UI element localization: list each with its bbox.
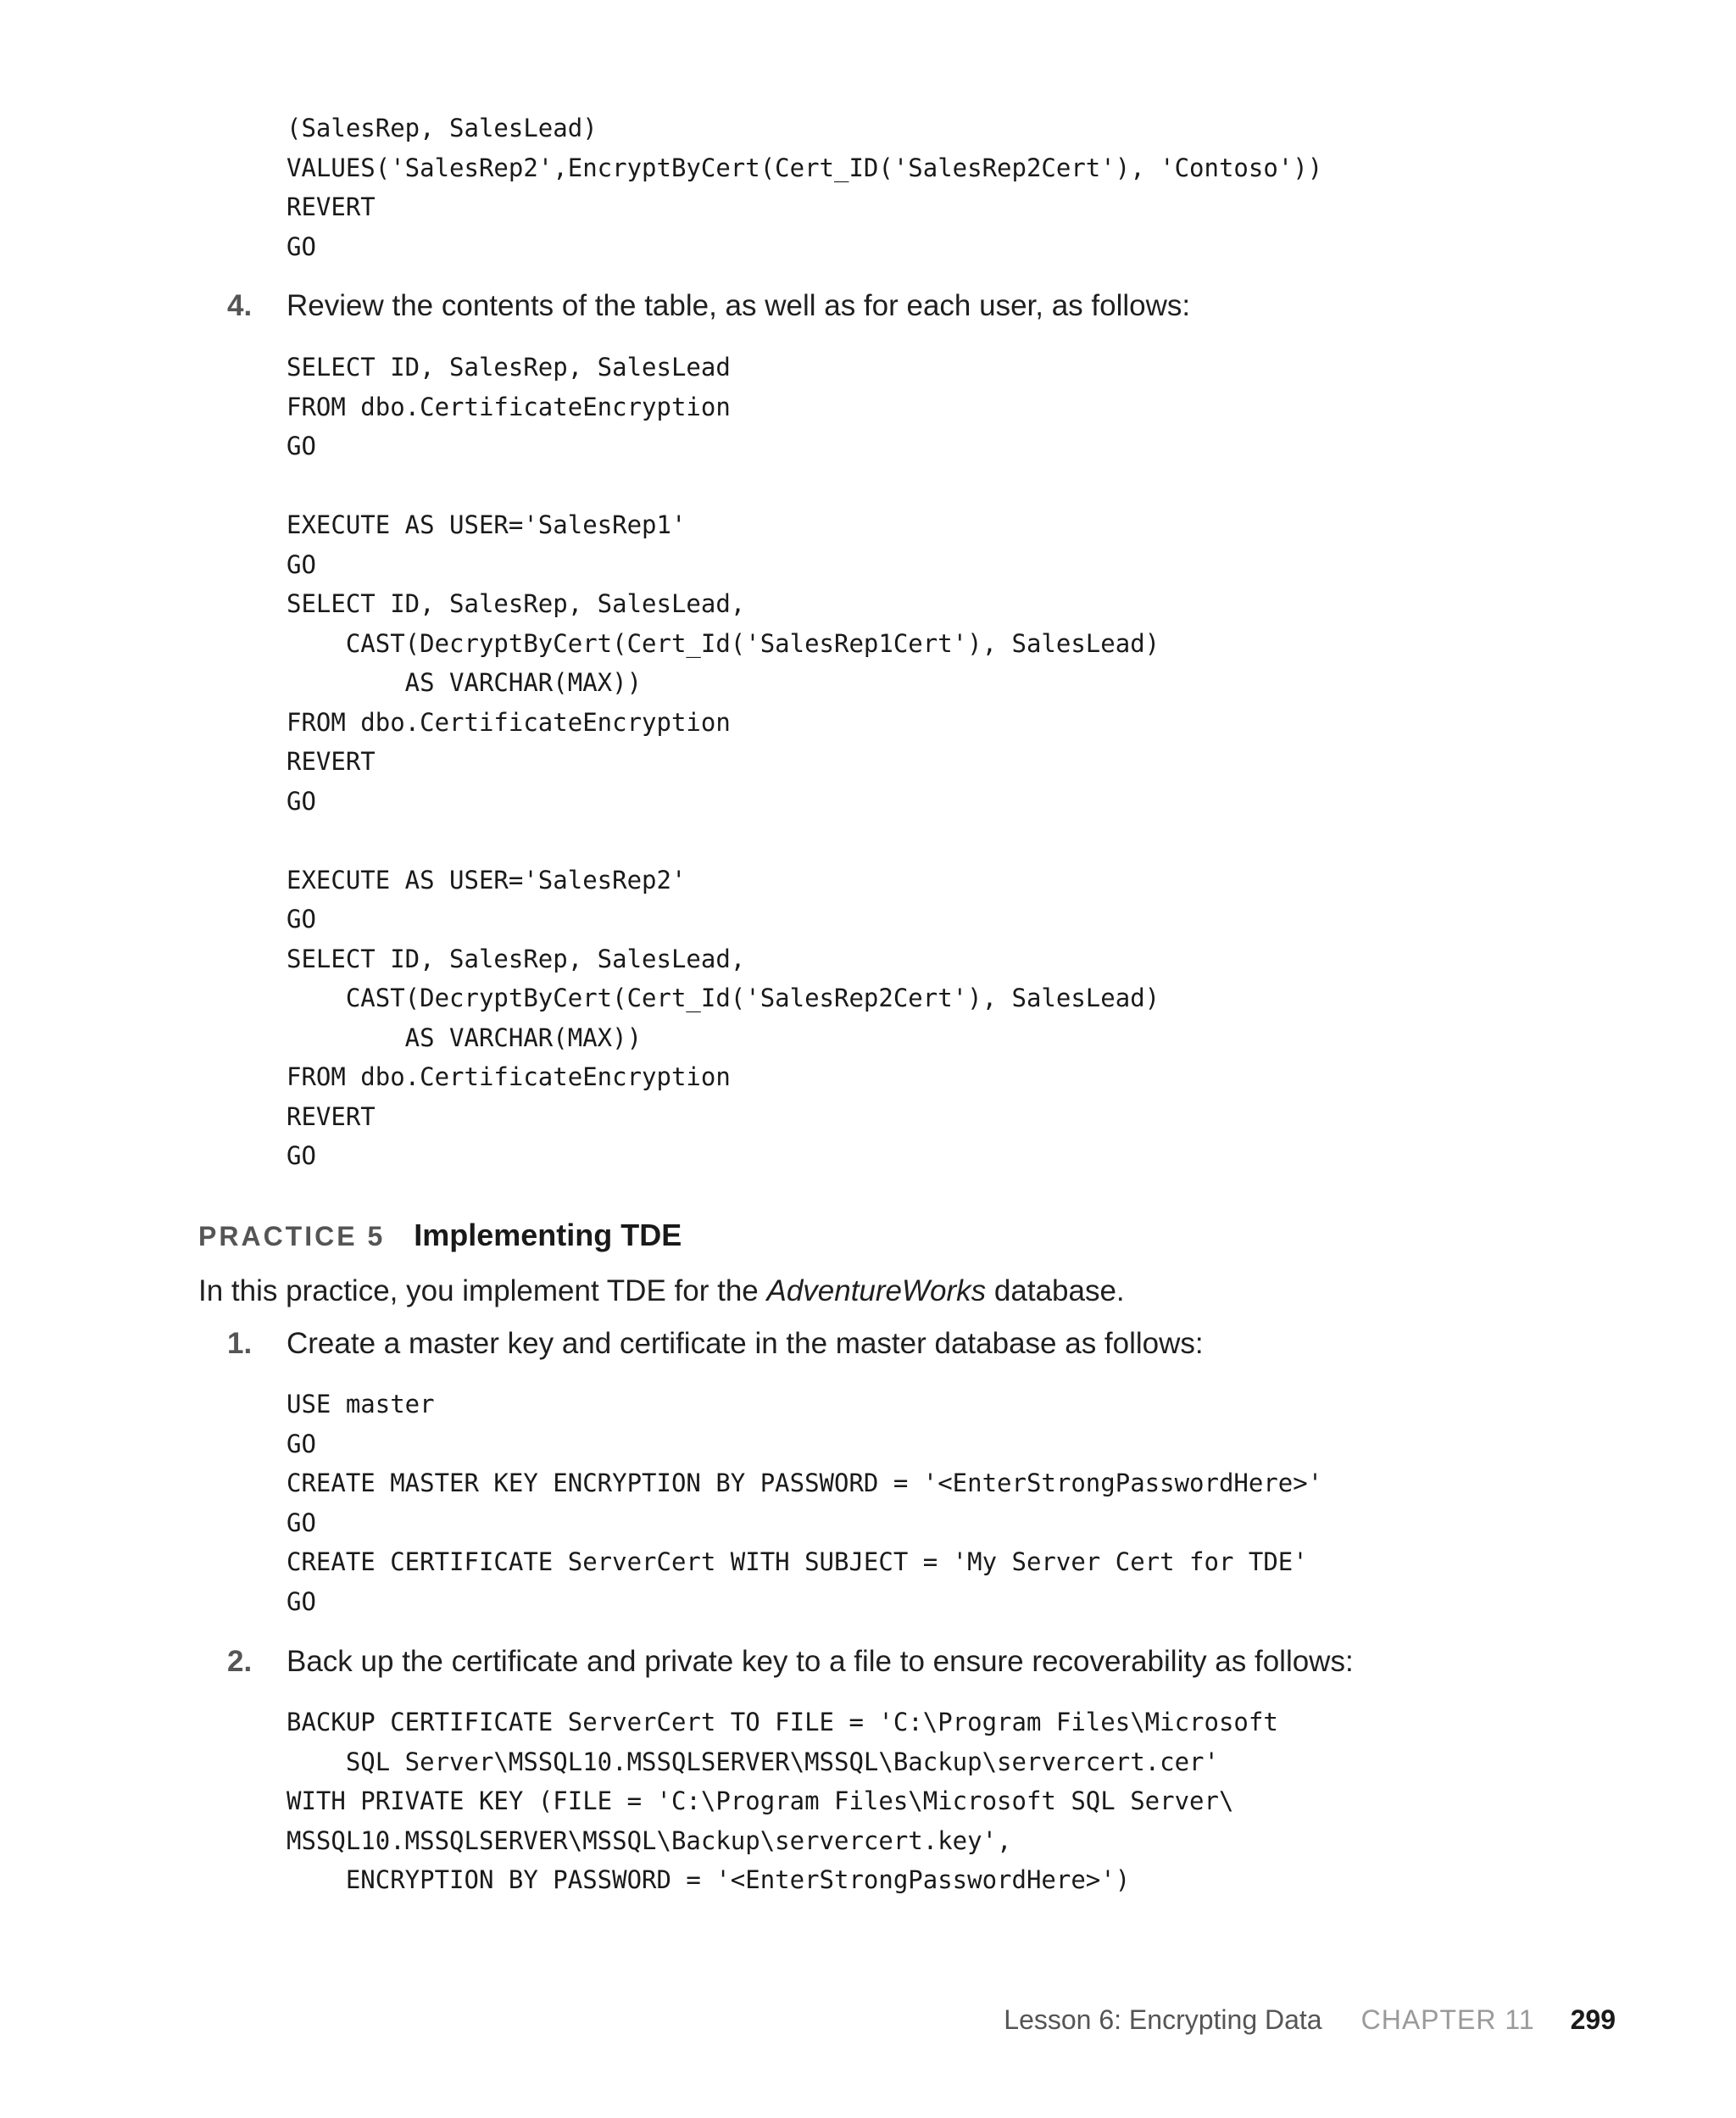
code-block-master-key: USE master GO CREATE MASTER KEY ENCRYPTION BY PASSWORD = '<EnterStrongPasswordHere>' GO CREATE CERTIFICATE ServerCert WITH SUBJECT = 'My Server Cert for TDE' GO	[287, 1390, 1323, 1616]
step-4-number: 4.	[227, 289, 253, 322]
intro-text-before: In this practice, you implement TDE for the	[198, 1274, 767, 1307]
practice-label: PRACTICE 5	[198, 1221, 386, 1251]
footer-lesson: Lesson 6: Encrypting Data	[1004, 2004, 1322, 2035]
step-1-text: Create a master key and certificate in the master database as follows:	[287, 1327, 1204, 1360]
step-1-number: 1.	[227, 1327, 253, 1360]
step-2	[227, 1642, 1354, 1681]
step-2-number: 2.	[227, 1645, 253, 1678]
code-block-review-contents: SELECT ID, SalesRep, SalesLead FROM dbo.CertificateEncryption GO EXECUTE AS USER='SalesRep1' GO SELECT ID, SalesRep, SalesLead, CAST(DecryptByCert(Cert_Id('SalesRep1Cert'), SalesLead) AS VARCHAR(MAX)) FROM dbo.CertificateEncryption REVERT GO EXECUTE AS USER='SalesRep2' GO SELECT ID, SalesRep, SalesLead, CAST(DecryptByCert(Cert_Id('SalesRep2Cert'), SalesLead) AS VARCHAR(MAX)) FROM dbo.CertificateEncryption REVERT GO	[287, 353, 1160, 1170]
practice-title: Implementing TDE	[414, 1218, 682, 1252]
practice-intro	[198, 1272, 1125, 1311]
step-2-text: Back up the certificate and private key to a file to ensure recoverability as follows:	[287, 1645, 1354, 1678]
intro-emphasis: AdventureWorks	[766, 1274, 987, 1307]
practice-heading	[198, 1218, 682, 1253]
step-4-text: Review the contents of the table, as well as for each user, as follows:	[287, 289, 1191, 322]
step-4	[227, 287, 1190, 326]
footer-chapter: CHAPTER 11	[1360, 2004, 1535, 2035]
intro-text-after: database.	[986, 1274, 1125, 1307]
code-block-backup-certificate: BACKUP CERTIFICATE ServerCert TO FILE = 'C:\Program Files\Microsoft SQL Server\MSSQL10.MSSQLSERVER\MSSQL\Backup\servercert.cer' WITH PRIVATE KEY (FILE = 'C:\Program Files\Microsoft SQL Server\ MSSQL10.MSSQLSERVER\MSSQL\Backup\servercert.key', ENCRYPTION BY PASSWORD = '<EnterStrongPasswordHere>')	[287, 1708, 1278, 1894]
code-block-insert-salesrep2: (SalesRep, SalesLead) VALUES('SalesRep2',EncryptByCert(Cert_ID('SalesRep2Cert'), 'Contoso')) REVERT GO	[287, 114, 1323, 261]
footer-page-number: 299	[1570, 2004, 1616, 2035]
page-footer	[1004, 2004, 1616, 2036]
step-1	[227, 1324, 1204, 1363]
